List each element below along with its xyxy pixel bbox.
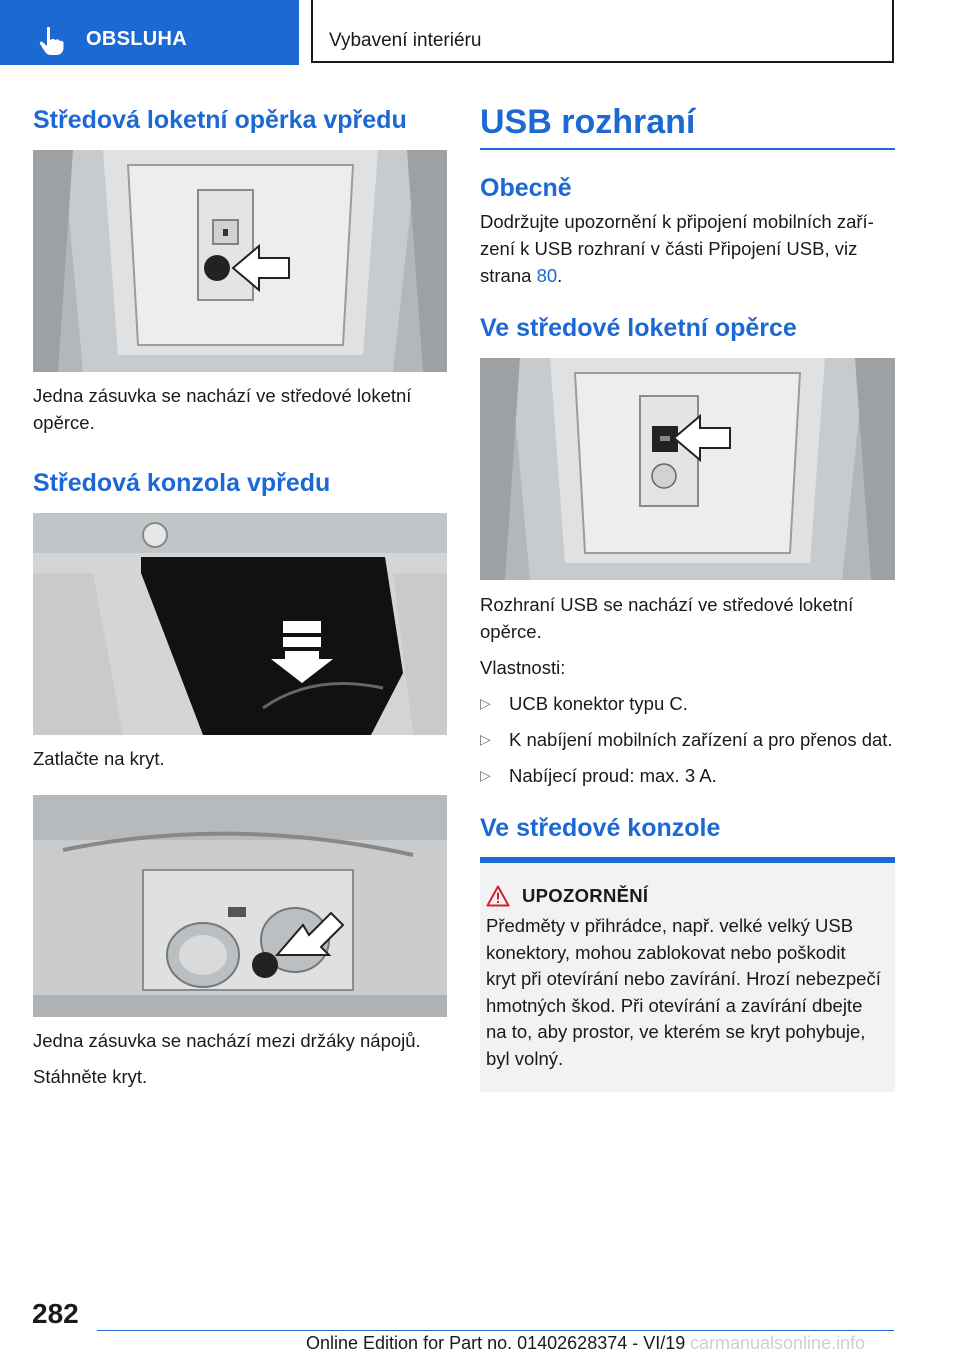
general-line-1: Dodržujte upozornění k připojení mobilních zaří‐ bbox=[480, 211, 874, 232]
usb-armrest-caption-line-1: Rozhraní USB se nachází ve středové loketní bbox=[480, 594, 854, 615]
heading-front-console: Středová konzola vpředu bbox=[33, 469, 331, 497]
properties-label: Vlastnosti: bbox=[480, 657, 566, 678]
list-item-text: K nabíjení mobilních zařízení a pro přenos dat. bbox=[509, 729, 893, 750]
page-link-80[interactable]: 80 bbox=[536, 265, 558, 286]
hand-pointer-icon bbox=[38, 26, 66, 56]
cupholder-caption: Jedna zásuvka se nachází mezi držáky nápojů. bbox=[33, 1030, 421, 1051]
usb-armrest-illustration bbox=[480, 358, 895, 580]
armrest-caption-line-1: Jedna zásuvka se nachází ve středové loketní bbox=[33, 385, 412, 406]
properties-list bbox=[480, 690, 895, 789]
image-cupholder-socket bbox=[33, 795, 447, 1017]
warning-box bbox=[480, 863, 895, 1092]
triangle-bullet-icon: ▷ bbox=[480, 731, 491, 747]
footer-rule bbox=[97, 1330, 894, 1331]
warning-line: Předměty v přihrádce, např. velké velký USB bbox=[486, 915, 854, 936]
general-line-3: strana bbox=[480, 265, 537, 286]
list-item bbox=[480, 690, 895, 717]
page-number: 282 bbox=[32, 1298, 79, 1329]
section-header bbox=[311, 0, 894, 63]
general-line-3-end: . bbox=[557, 265, 563, 286]
cupholder-socket-illustration bbox=[33, 795, 447, 1017]
usb-armrest-caption-line-2: opěrce. bbox=[480, 621, 542, 642]
triangle-bullet-icon: ▷ bbox=[480, 767, 491, 783]
list-item bbox=[480, 726, 895, 753]
warning-header bbox=[486, 885, 887, 907]
chapter-tab bbox=[0, 0, 299, 65]
warning-triangle-icon bbox=[486, 885, 510, 907]
warning-line: na to, aby prostor, ve kterém se kryt pohybuje, bbox=[486, 1021, 866, 1042]
heading-general: Obecně bbox=[480, 174, 572, 202]
heading-front-armrest: Středová loketní opěrka vpředu bbox=[33, 106, 407, 134]
heading-usb-rule bbox=[480, 148, 895, 150]
armrest-caption-line-2: opěrce. bbox=[33, 412, 95, 433]
general-line-2: zení k USB rozhraní v části Připojení USB, viz bbox=[480, 238, 858, 259]
image-usb-armrest bbox=[480, 358, 895, 580]
warning-line: byl volný. bbox=[486, 1047, 564, 1069]
usb-armrest-caption bbox=[480, 591, 895, 645]
heading-console: Ve středové konzole bbox=[480, 814, 721, 842]
watermark: carmanualsonline.info bbox=[690, 1333, 866, 1353]
list-item-text: Nabíjecí proud: max. 3 A. bbox=[509, 765, 717, 786]
list-item-text: UCB konektor typu C. bbox=[509, 693, 688, 714]
warning-line: konektory, mohou zablokovat nebo poškodit bbox=[486, 941, 846, 963]
warning-text bbox=[486, 913, 887, 1072]
general-paragraph bbox=[480, 208, 895, 289]
image-armrest-socket bbox=[33, 150, 447, 372]
heading-armrest: Ve středové loketní opěrce bbox=[480, 314, 797, 342]
armrest-socket-illustration bbox=[33, 150, 447, 372]
chapter-label: OBSLUHA bbox=[86, 28, 187, 50]
image-console-cover bbox=[33, 513, 447, 735]
warning-line: hmotných škod. Při otevírání a zavírání dbejte bbox=[486, 994, 863, 1016]
warning-title: UPOZORNĚNÍ bbox=[522, 885, 649, 906]
list-item bbox=[480, 762, 895, 789]
edition-text: Online Edition for Part no. 01402628374 - VI/19 bbox=[306, 1333, 686, 1353]
armrest-caption bbox=[33, 382, 447, 436]
warning-line: kryt při otevírání nebo zavírání. Hrozí nebezpečí bbox=[486, 968, 881, 989]
left-column bbox=[33, 100, 447, 1090]
section-title: Vybavení interiéru bbox=[329, 30, 482, 51]
right-column bbox=[480, 100, 895, 1092]
console-caption: Zatlačte na kryt. bbox=[33, 748, 165, 769]
heading-usb: USB rozhraní bbox=[480, 103, 696, 141]
triangle-bullet-icon: ▷ bbox=[480, 695, 491, 711]
console-cover-illustration bbox=[33, 513, 447, 735]
cupholder-caption-2: Stáhněte kryt. bbox=[33, 1066, 148, 1087]
